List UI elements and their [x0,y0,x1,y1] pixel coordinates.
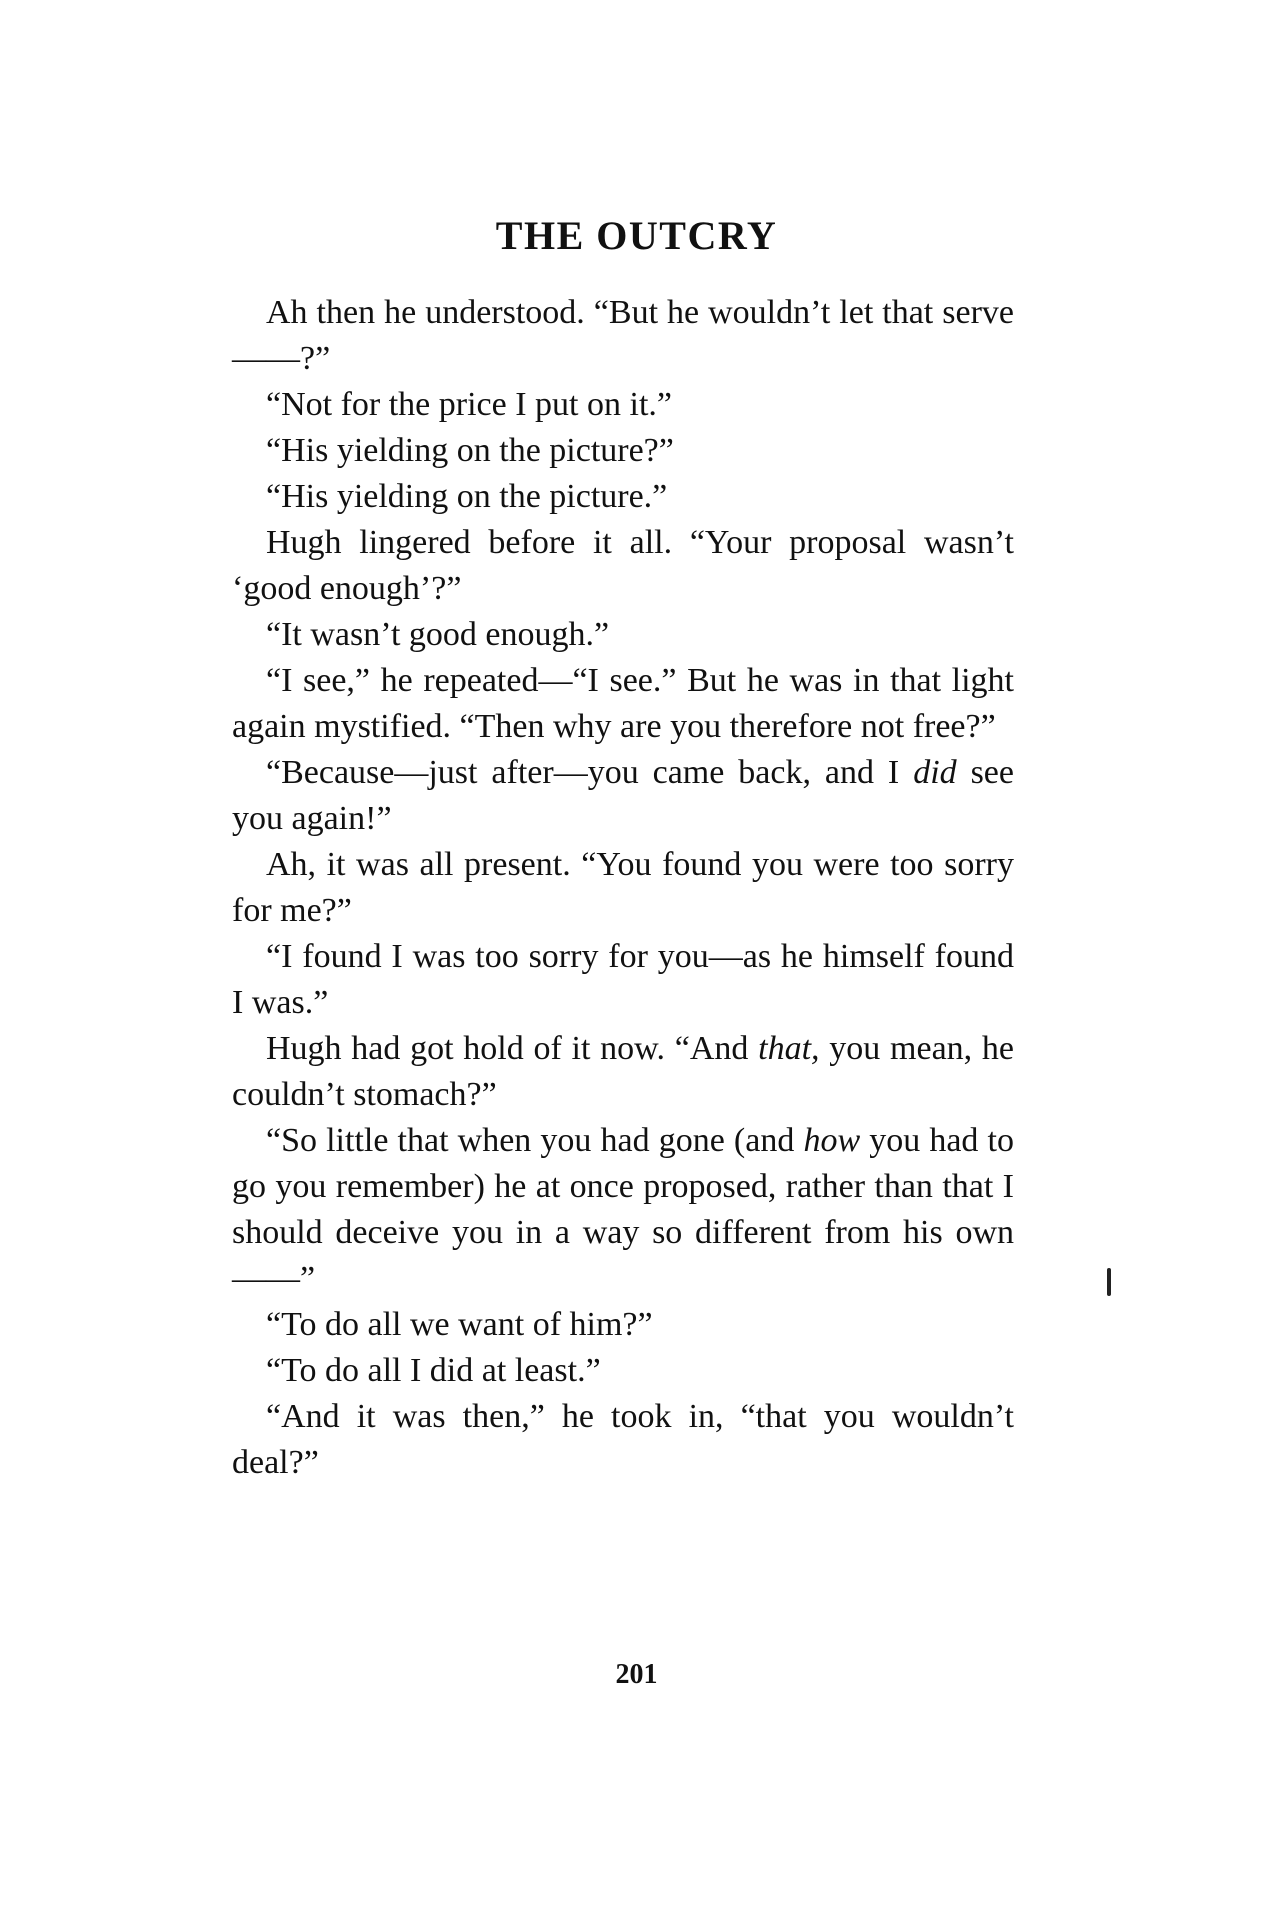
print-speck [1107,1268,1111,1296]
paragraph: “I found I was too sorry for you—as he himself found I was.” [232,938,1014,1021]
body-text [232,290,1014,1486]
paragraph: Ah then he understood. “But he wouldn’t let that serve——?” [232,294,1014,377]
paragraph: “Not for the price I put on it.” [266,386,672,423]
paragraph: “His yielding on the picture?” [266,432,674,469]
paragraph: “It wasn’t good enough.” [266,616,610,653]
paragraph: “To do all we want of him?” [266,1306,653,1343]
paragraph: Hugh lingered before it all. “Your proposal wasn’t ‘good enough’?” [232,524,1014,607]
paragraph: “His yielding on the picture.” [266,478,668,515]
paragraph: Hugh had got hold of it now. “And that, you mean, he couldn’t stomach?” [232,1030,1014,1113]
paragraph: “And it was then,” he took in, “that you wouldn’t deal?” [232,1398,1014,1481]
paragraph: Ah, it was all present. “You found you were too sorry for me?” [232,846,1014,929]
page-number: 201 [615,1659,658,1690]
paragraph: “Because—just after—you came back, and I did see you again!” [232,754,1014,837]
paragraph: “I see,” he repeated—“I see.” But he was in that light again mystified. “Then why are you therefore not free?” [232,662,1014,745]
running-head: THE OUTCRY [495,213,778,258]
paragraph: “So little that when you had gone (and how you had to go you remember) he at once proposed, rather than that I should deceive you in a way so different from his own——” [232,1122,1014,1297]
paragraph: “To do all I did at least.” [266,1352,601,1389]
